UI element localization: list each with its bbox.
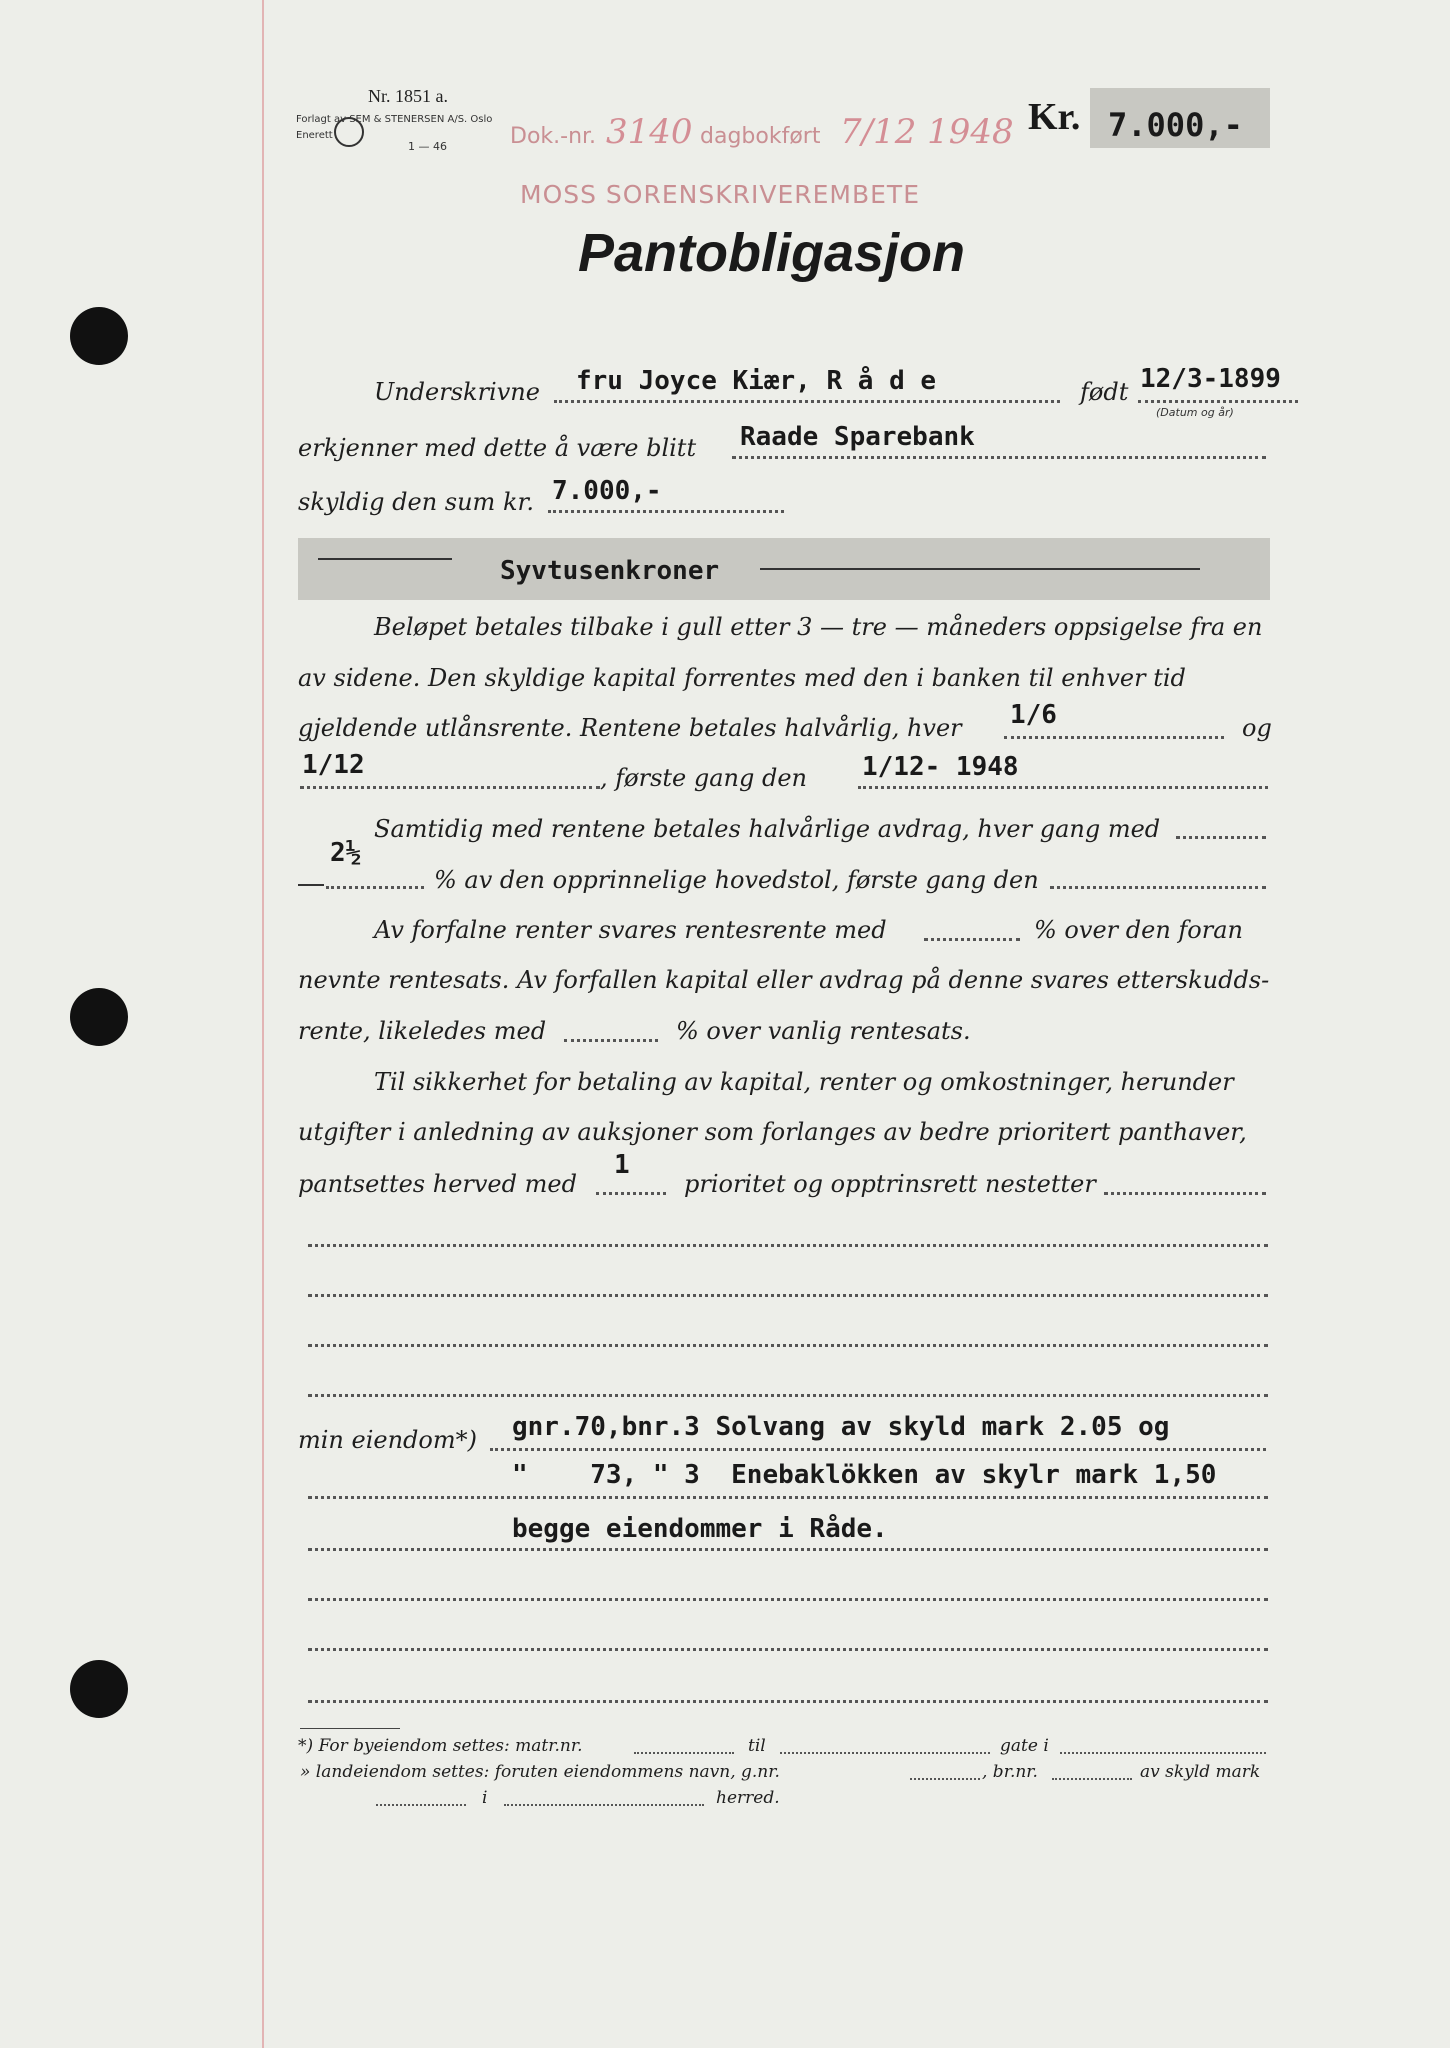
footnote-text: gate i <box>1000 1736 1049 1756</box>
terms-line: av sidene. Den skyldige kapital forrentes med den i banken til enhver tid <box>298 664 1186 692</box>
undersigned-value: fru Joyce Kiær, R å d e <box>576 366 937 396</box>
fill-line <box>548 510 784 513</box>
dash-line <box>760 568 1200 570</box>
fill-line <box>1104 1192 1266 1195</box>
fill-line <box>732 456 1266 459</box>
fill-line <box>308 1344 1268 1347</box>
sum-value: 7.000,- <box>552 476 662 506</box>
footnote-text: » landeiendom settes: foruten eiendommens navn, g.nr. <box>300 1762 780 1782</box>
kr-label: Kr. <box>1028 96 1081 138</box>
doc-number: 3140 <box>606 112 693 152</box>
fill-line <box>596 1192 666 1195</box>
margin-line <box>262 0 264 2048</box>
terms-line: utgifter i anledning av auksjoner som forlanges av bedre prioritert panthaver, <box>298 1118 1247 1146</box>
first-interest-date: 1/12- 1948 <box>862 752 1019 782</box>
fill-line <box>308 1700 1268 1703</box>
fill-line <box>554 400 1060 403</box>
footnote-text: herred. <box>716 1788 780 1808</box>
footnote-text: av skyld mark <box>1140 1762 1261 1782</box>
publisher-line: Enerett <box>296 130 333 141</box>
fill-line <box>924 938 1020 941</box>
property-label: min eiendom*) <box>298 1426 477 1454</box>
page-title: Pantobligasjon <box>578 223 966 283</box>
interest-date-1: 1/6 <box>1010 700 1057 730</box>
terms-line: % av den opprinnelige hovedstol, første gang den <box>434 866 1039 894</box>
terms-line: % over den foran <box>1034 916 1243 944</box>
terms-line: , første gang den <box>600 764 807 792</box>
footnote-text: i <box>482 1788 488 1808</box>
dagbok-date: 7/12 1948 <box>840 112 1014 152</box>
fill-line <box>308 1244 1268 1247</box>
terms-line: rente, likeledes med <box>298 1017 547 1045</box>
fill-line <box>376 1804 466 1806</box>
property-line: gnr.70,bnr.3 Solvang av skyld mark 2.05 og <box>512 1412 1170 1442</box>
sum-label: skyldig den sum kr. <box>298 488 534 516</box>
dash-line <box>318 558 452 560</box>
born-value: 12/3-1899 <box>1140 364 1281 394</box>
fill-line <box>308 1548 1268 1551</box>
fill-line <box>1176 836 1266 839</box>
fill-line <box>1138 400 1298 403</box>
dash-line <box>298 884 324 886</box>
terms-line: Til sikkerhet for betaling av kapital, renter og omkostninger, herunder <box>374 1068 1234 1096</box>
terms-line: Samtidig med rentene betales halvårlige avdrag, hver gang med <box>374 815 1161 843</box>
header-amount: 7.000,- <box>1108 106 1243 144</box>
fill-line <box>326 886 424 889</box>
form-number: Nr. 1851 a. <box>368 86 448 106</box>
footnote-text: til <box>748 1736 766 1756</box>
footnote-text: *) For byeiendom settes: matr.nr. <box>298 1736 583 1756</box>
fill-line <box>308 1598 1268 1601</box>
born-hint: (Datum og år) <box>1156 406 1234 419</box>
publisher-logo-icon <box>334 117 364 147</box>
punch-hole <box>70 988 128 1046</box>
terms-line: pantsettes herved med <box>298 1170 577 1198</box>
doc-number-stamp-label: Dok.-nr. <box>510 124 597 149</box>
publisher-date: 1 — 46 <box>408 140 447 153</box>
fill-line <box>910 1778 980 1780</box>
terms-line: % over vanlig rentesats. <box>676 1017 971 1045</box>
terms-line: prioritet og opptrinsrett nestetter <box>684 1170 1096 1198</box>
fill-line <box>1050 886 1266 889</box>
terms-line: Av forfalne renter svares rentesrente med <box>374 916 887 944</box>
terms-line: nevnte rentesats. Av forfallen kapital eller avdrag på denne svares etterskudds- <box>298 966 1270 994</box>
fill-line <box>858 786 1268 789</box>
installment-percent: 2½ <box>330 838 362 868</box>
fill-line <box>504 1804 704 1806</box>
punch-hole <box>70 307 128 365</box>
born-label: født <box>1080 378 1129 406</box>
creditor-value: Raade Sparebank <box>740 422 975 452</box>
fill-line <box>490 1448 1266 1451</box>
interest-date-2: 1/12 <box>302 750 365 780</box>
sum-words: Syvtusenkroner <box>500 556 720 586</box>
property-line: begge eiendommer i Råde. <box>512 1514 888 1544</box>
footnote-rule <box>300 1728 400 1729</box>
footnote-text: , br.nr. <box>982 1762 1038 1782</box>
terms-line: gjeldende utlånsrente. Rentene betales halvårlig, hver <box>298 714 962 742</box>
fill-line <box>564 1039 658 1042</box>
fill-line <box>634 1752 734 1754</box>
fill-line <box>780 1752 990 1754</box>
fill-line <box>308 1648 1268 1651</box>
punch-hole <box>70 1660 128 1718</box>
terms-line: og <box>1242 714 1272 742</box>
fill-line <box>1004 736 1224 739</box>
fill-line <box>1060 1752 1266 1754</box>
fill-line <box>300 786 600 789</box>
terms-line: Beløpet betales tilbake i gull etter 3 — tre — måneders oppsigelse fra en <box>374 613 1263 641</box>
fill-line <box>308 1394 1268 1397</box>
dagbokfort-stamp-label: dagbokført <box>700 124 821 149</box>
property-line: " 73, " 3 Enebaklökken av skylr mark 1,50 <box>512 1460 1217 1490</box>
fill-line <box>308 1294 1268 1297</box>
fill-line <box>1052 1778 1132 1780</box>
creditor-label: erkjenner med dette å være blitt <box>298 434 697 462</box>
undersigned-label: Underskrivne <box>374 378 540 406</box>
fill-line <box>308 1496 1268 1499</box>
priority-value: 1 <box>614 1150 630 1180</box>
office-stamp: MOSS SORENSKRIVEREMBETE <box>520 180 921 209</box>
publisher-line: Forlagt av SEM & STENERSEN A/S. Oslo <box>296 114 493 125</box>
